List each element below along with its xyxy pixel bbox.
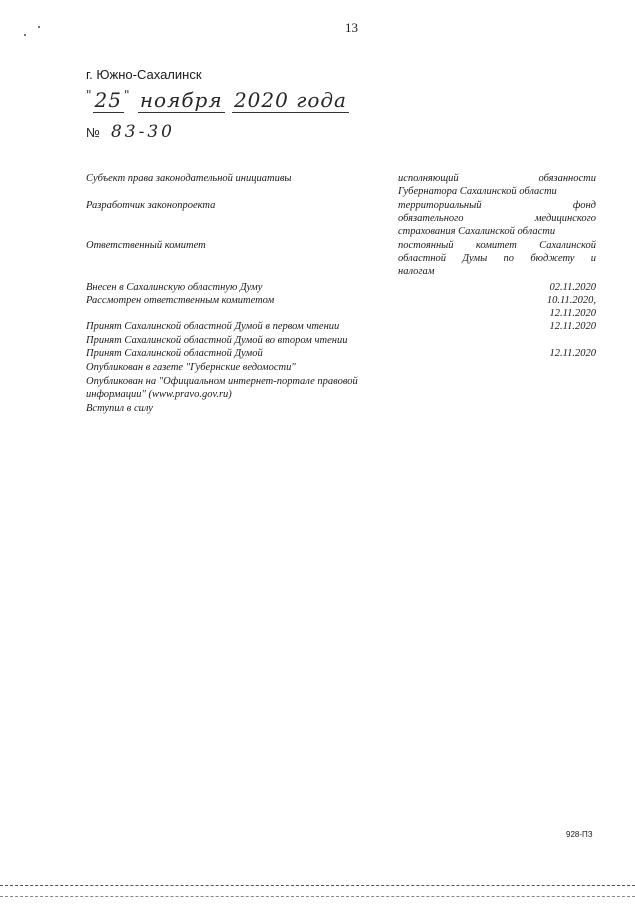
- developer-value: [398, 199, 596, 238]
- submitted-label: Внесен в Сахалинскую областную Думу: [86, 282, 263, 293]
- handwritten-date: " 25 " ноября 2020 года: [86, 88, 347, 112]
- scan-edge-line: [0, 885, 635, 886]
- committee-line: областной Думы по бюджету и: [398, 253, 596, 264]
- date-day: 25: [94, 88, 122, 112]
- first-reading-date: 12.11.2020: [549, 321, 596, 332]
- published-portal-line-2: информации" (www.pravo.gov.ru): [86, 389, 232, 400]
- in-force-label: Вступил в силу: [86, 403, 153, 414]
- submitted-date: 02.11.2020: [549, 282, 596, 293]
- committee-label: Ответственный комитет: [86, 240, 206, 251]
- first-reading-label: Принят Сахалинской областной Думой в первом чтении: [86, 321, 340, 332]
- page-number: 13: [345, 20, 358, 35]
- developer-line: страхования Сахалинской области: [398, 226, 556, 237]
- scan-speck: [38, 26, 40, 28]
- reviewed-date-1: 10.11.2020,: [546, 295, 596, 306]
- adopted-label: Принят Сахалинской областной Думой: [86, 348, 263, 359]
- reviewed-date-2: 12.11.2020: [549, 308, 596, 319]
- date-year: 2020 года: [233, 88, 347, 112]
- date-month: ноября: [139, 88, 223, 112]
- reviewed-label: Рассмотрен ответственным комитетом: [86, 295, 275, 306]
- adopted-date: 12.11.2020: [549, 348, 596, 359]
- developer-label: Разработчик законопроекта: [86, 200, 216, 211]
- committee-line: постоянный комитет Сахалинской: [398, 240, 596, 251]
- number-sign: №: [86, 125, 101, 140]
- committee-line: налогам: [398, 266, 435, 277]
- city-label: г. Южно-Сахалинск: [86, 67, 202, 82]
- developer-line: обязательного медицинского: [398, 213, 596, 224]
- document-number: [86, 122, 175, 142]
- published-newspaper-label: Опубликован в газете "Губернские ведомости": [86, 362, 296, 373]
- developer-line: территориальный фонд: [398, 200, 596, 211]
- subject-label: Субъект права законодательной инициативы: [86, 173, 292, 184]
- scan-edge-line: [0, 896, 635, 897]
- subject-line: исполняющий обязанности: [398, 173, 596, 184]
- number-value: 83-30: [110, 122, 175, 142]
- committee-value: [398, 239, 596, 278]
- second-reading-label: Принят Сахалинской областной Думой во втором чтении: [86, 335, 348, 346]
- published-portal-line-1: Опубликован на "Официальном интернет-портале правовой: [86, 376, 358, 387]
- footer-code: 928-ПЗ: [566, 830, 593, 839]
- subject-line: Губернатора Сахалинской области: [398, 186, 557, 197]
- scan-speck: [24, 34, 26, 36]
- subject-value: [398, 172, 596, 198]
